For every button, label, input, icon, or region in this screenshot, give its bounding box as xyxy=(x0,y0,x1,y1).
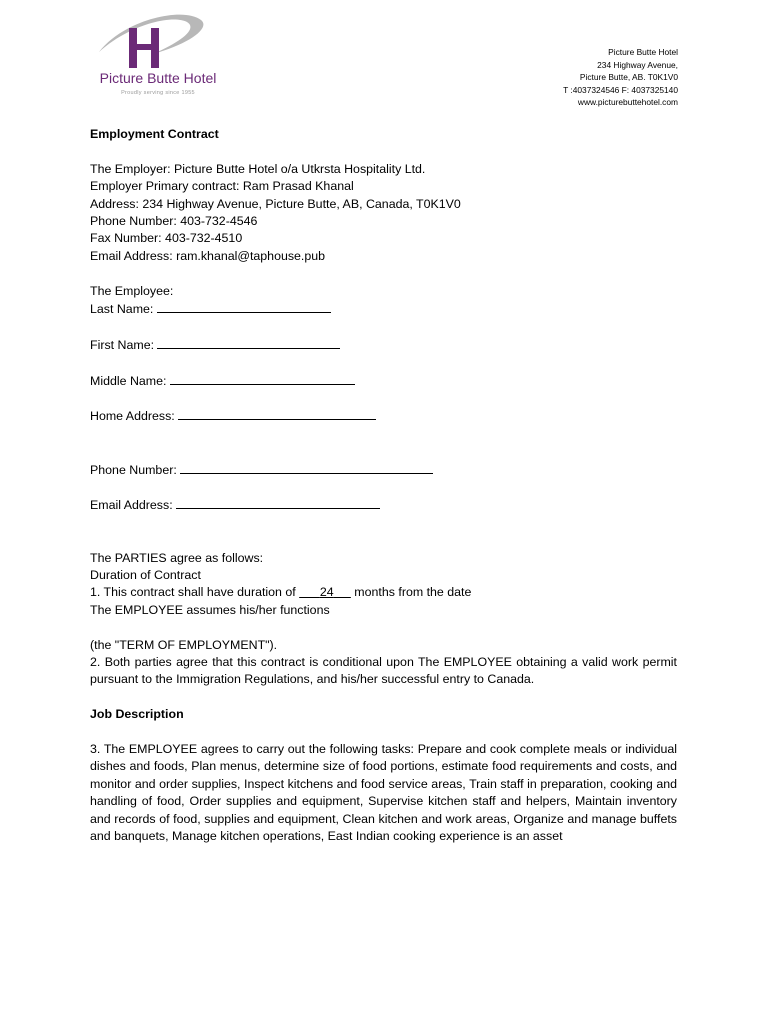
email-field[interactable] xyxy=(176,496,380,509)
email-row xyxy=(90,496,677,514)
first-name-field[interactable] xyxy=(157,336,340,349)
email-label: Email Address: xyxy=(90,498,173,513)
employer-primary-contract: Employer Primary contract: Ram Prasad Khanal xyxy=(90,179,354,194)
hotel-city: Picture Butte, AB. T0K1V0 xyxy=(579,72,678,83)
middle-name-label: Middle Name: xyxy=(90,373,167,388)
clause-1 xyxy=(90,584,677,601)
employer-fax: Fax Number: 403-732-4510 xyxy=(90,231,243,246)
hotel-contact-block xyxy=(563,46,678,109)
clause-3: 3. The EMPLOYEE agrees to carry out the following tasks: Prepare and cook complete meals or individual dishes and foods, Plan menus, determine size of food portions, estimate food requirements and costs, and monitor and order supplies, Inspect kitchens and food service areas, Train staff in preparation, cooking and handling of food, Order supplies and equipment, Supervise kitchen staff and helpers, Maintain inventory and records of food, supplies and equipment, Clean kitchen and work areas, Organize and manage buffets and banquets, Manage kitchen operations, East Indian cooking experience is an asset xyxy=(90,742,677,844)
employee-heading: The Employee: xyxy=(90,283,174,298)
employer-email: Email Address: ram.khanal@taphouse.pub xyxy=(90,248,326,263)
first-name-row xyxy=(90,336,677,354)
employer-phone: Phone Number: 403-732-4546 xyxy=(90,214,258,229)
clause-1-prefix: 1. This contract shall have duration of xyxy=(90,585,296,600)
middle-name-field[interactable] xyxy=(170,372,355,385)
duration-heading: Duration of Contract xyxy=(90,568,201,582)
clause-2: 2. Both parties agree that this contract is conditional upon The EMPLOYEE obtaining a valid work permit pursuant to the Immigration Regulations, and his/her successful entry to Canada. xyxy=(90,655,677,687)
job-description-heading: Job Description xyxy=(90,707,184,722)
phone-row xyxy=(90,461,677,479)
employer-line: The Employer: Picture Butte Hotel o/a Utkrsta Hospitality Ltd. xyxy=(90,161,426,176)
last-name-row xyxy=(90,300,677,318)
logo-tagline: Proudly serving since 1955 xyxy=(121,90,195,96)
hotel-website[interactable]: www.picturebuttehotel.com xyxy=(577,97,678,108)
contract-body xyxy=(90,126,677,845)
hotel-phones: T :4037324546 F: 4037325140 xyxy=(563,84,678,95)
clause-1-months: 24 xyxy=(319,585,334,600)
employer-address: Address: 234 Highway Avenue, Picture Butte, AB, Canada, T0K1V0 xyxy=(90,196,461,211)
home-address-label: Home Address: xyxy=(90,409,175,424)
hotel-logo xyxy=(93,10,223,98)
contract-title: Employment Contract xyxy=(90,127,219,141)
hotel-street: 234 Highway Avenue, xyxy=(597,59,678,70)
assumes-line: The EMPLOYEE assumes his/her functions xyxy=(90,602,330,617)
hotel-logo-mark xyxy=(93,10,223,70)
phone-label: Phone Number: xyxy=(90,462,177,477)
first-name-label: First Name: xyxy=(90,337,155,352)
hotel-name: Picture Butte Hotel xyxy=(608,47,678,57)
home-address-row xyxy=(90,407,677,425)
term-of-employment: (the "TERM OF EMPLOYMENT"). xyxy=(90,637,278,652)
parties-line: The PARTIES agree as follows: xyxy=(90,550,264,565)
clause-1-suffix: months from the date xyxy=(354,585,472,600)
last-name-field[interactable] xyxy=(157,300,331,313)
home-address-field[interactable] xyxy=(178,407,376,420)
middle-name-row xyxy=(90,372,677,390)
phone-field[interactable] xyxy=(180,461,433,474)
logo-name: Picture Butte Hotel xyxy=(99,70,217,86)
last-name-label: Last Name: xyxy=(90,302,154,317)
